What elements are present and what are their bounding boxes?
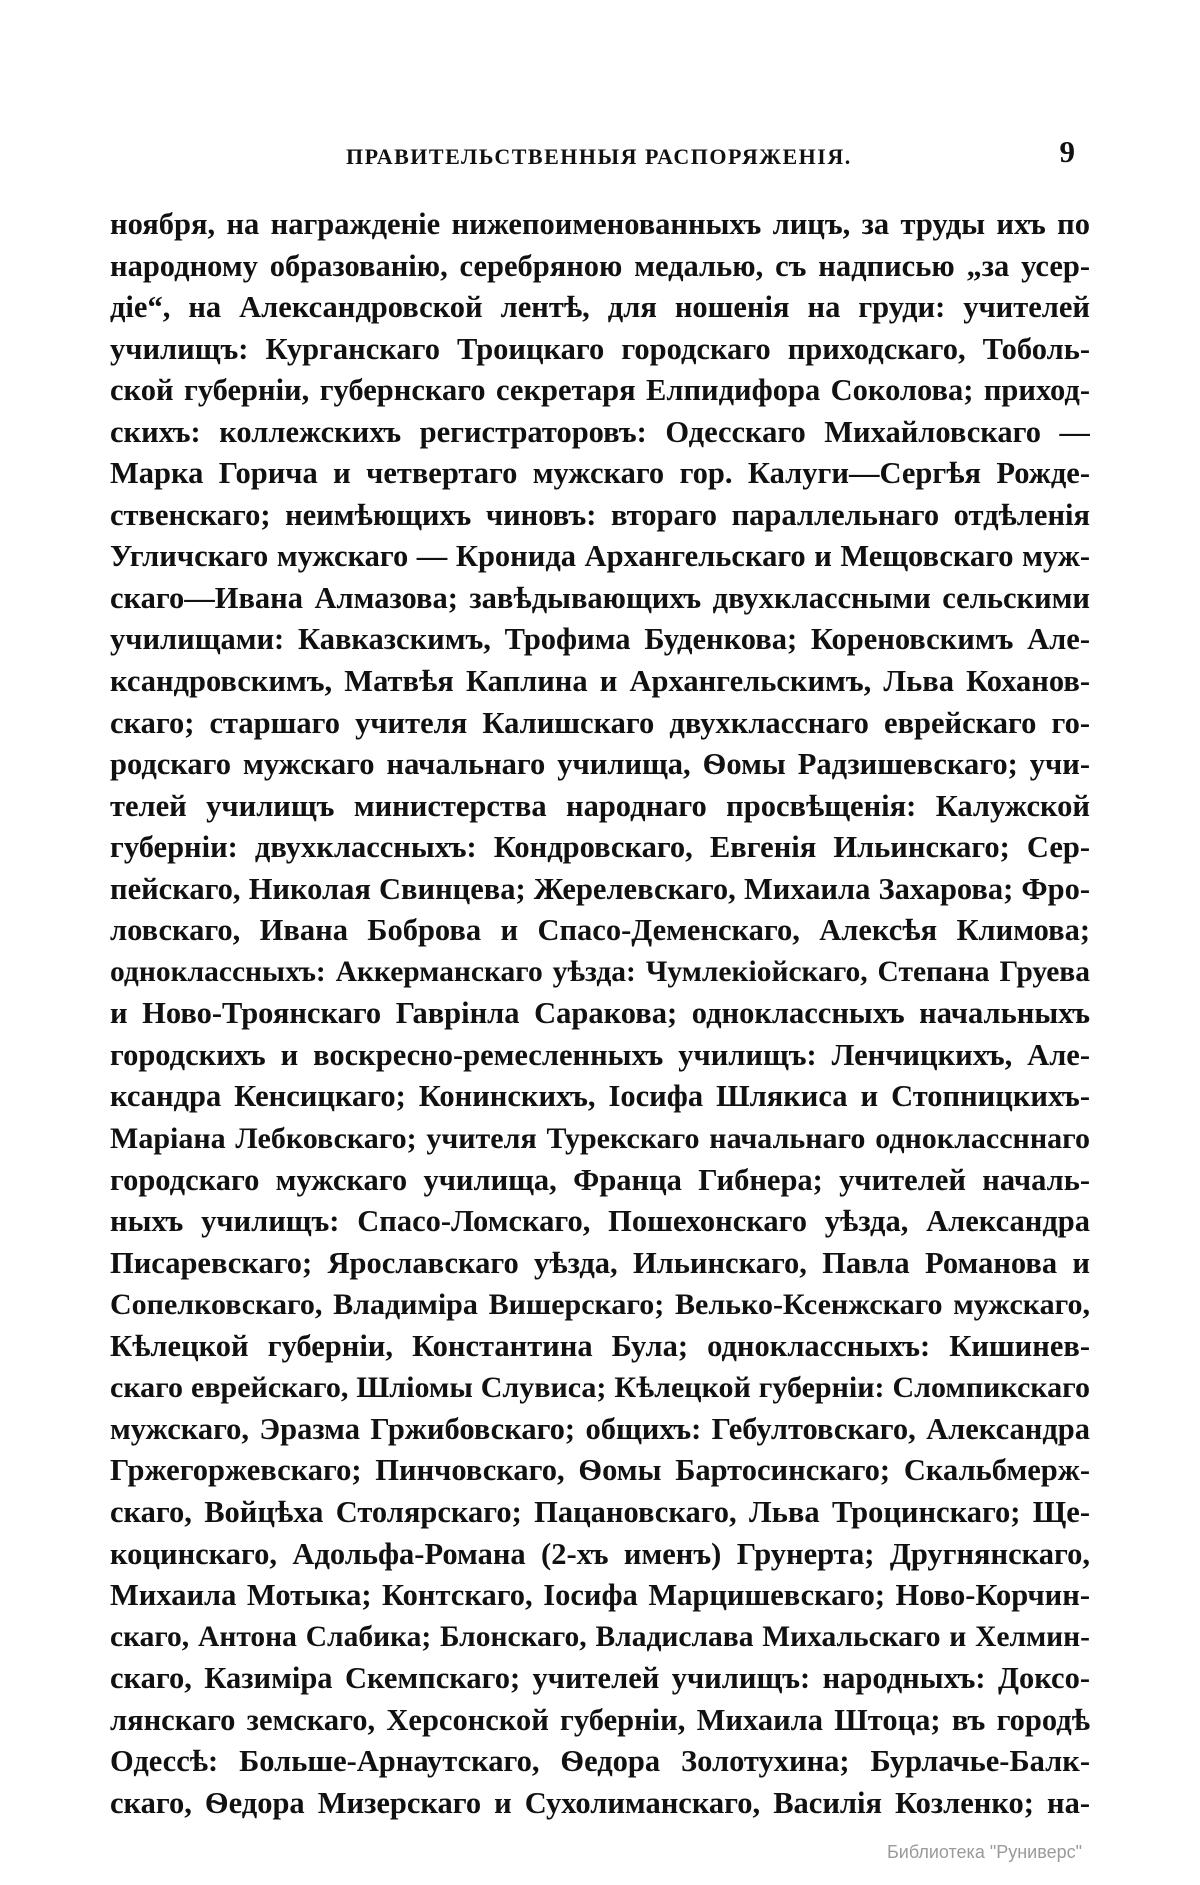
page-number: 9	[1059, 134, 1075, 169]
text-line: лянскаго земскаго, Херсонской губерніи, Михаила Штоца; въ городѣ	[110, 1702, 1090, 1737]
text-line: скаго еврейскаго, Шліомы Слувиса; Кѣлецкой губерніи: Сломпикскаго	[110, 1371, 1090, 1405]
text-line: скихъ: коллежскихъ регистраторовъ: Одесскаго Михайловскаго —	[110, 414, 1090, 449]
text-line: ксандра Кенсицкаго; Конинскихъ, Іосифа Шлякиса и Стопницкихъ-	[110, 1079, 1090, 1114]
text-line: и Ново-Троянскаго Гаврінла Саракова; одноклассныхъ начальныхъ	[110, 996, 1090, 1031]
text-line: діе“, на Александровской лентѣ, для ношенія на груди: учителей	[110, 290, 1090, 325]
text-line: скаго, Войцѣха Столярскаго; Пацановскаго, Льва Троцинскаго; Ще-	[110, 1494, 1090, 1529]
text-line: телей училищъ министерства народнаго просвѣщенія: Калужской	[110, 788, 1090, 823]
text-line: родскаго мужскаго начальнаго училища, Ѳомы Радзишевскаго; учи-	[110, 747, 1090, 782]
text-line: ноября, на награжденіе нижепоименованныхъ лицъ, за труды ихъ по	[110, 207, 1090, 241]
text-line: Одессѣ: Больше-Арнаутскаго, Ѳедора Золотухина; Бурлачье-Балк-	[110, 1744, 1090, 1779]
text-line: Марка Горича и четвертаго мужскаго гор. Калуги—Сергѣя Рожде-	[110, 456, 1090, 491]
text-line: ловскаго, Ивана Боброва и Спасо-Деменскаго, Алексѣя Климова;	[110, 913, 1090, 948]
text-line: ской губерніи, губернскаго секретаря Елпидифора Соколова; приход-	[110, 373, 1090, 408]
text-line: народному образованію, серебряною медалью, съ надписью „за усер-	[110, 248, 1090, 283]
text-line: скаго; старшаго учителя Калишскаго двухкласснаго еврейскаго го-	[110, 705, 1090, 740]
text-line: скаго—Ивана Алмазова; завѣдывающихъ двухклассными сельскими	[110, 580, 1090, 615]
text-line: скаго, Казиміра Скемпскаго; учителей училищъ: народныхъ: Доксо-	[110, 1661, 1090, 1696]
text-line: ственскаго; неимѣющихъ чиновъ: втораго параллельнаго отдѣленія	[110, 497, 1090, 532]
text-line: Кѣлецкой губерніи, Константина Була; одноклассныхъ: Кишинев-	[110, 1328, 1090, 1363]
text-line: пейскаго, Николая Свинцева; Жерелевскаго, Михаила Захарова; Фро-	[110, 871, 1090, 906]
text-line: Угличскаго мужскаго — Кронида Архангельскаго и Мещовскаго муж-	[110, 539, 1090, 574]
body-text	[110, 204, 1090, 1824]
text-line: Писаревскаго; Ярославскаго уѣзда, Ильинскаго, Павла Романова и	[110, 1245, 1090, 1280]
text-line: училищами: Кавказскимъ, Трофима Буденкова; Кореновскимъ Але-	[110, 622, 1090, 657]
text-line: скаго, Ѳедора Мизерскаго и Сухолиманскаго, Василія Козленко; на-	[110, 1785, 1090, 1820]
text-line: скаго, Антона Слабика; Блонскаго, Владислава Михальскаго и Хелмин-	[110, 1620, 1090, 1653]
text-line: одноклассныхъ: Аккерманскаго уѣзда: Чумлекіойскаго, Степана Груева	[110, 955, 1090, 988]
text-line: Михаила Мотыка; Контскаго, Іосифа Марцишевскаго; Ново-Корчин-	[110, 1578, 1090, 1613]
text-line: городскаго мужскаго училища, Франца Гибнера; учителей началь-	[110, 1162, 1090, 1197]
text-line: Сопелковскаго, Владиміра Вишерскаго; Велько-Ксенжскаго мужскаго,	[110, 1288, 1090, 1322]
text-line: ныхъ училищъ: Спасо-Ломскаго, Пошехонскаго уѣзда, Александра	[110, 1204, 1090, 1239]
text-line: городскихъ и воскресно-ремесленныхъ училищъ: Ленчицкихъ, Але-	[110, 1037, 1090, 1072]
library-watermark: Библиотека "Руниверс"	[886, 1842, 1082, 1862]
text-line: ксандровскимъ, Матвѣя Каплина и Архангельскимъ, Льва Коханов-	[110, 664, 1090, 699]
text-line: губерніи: двухклассныхъ: Кондровскаго, Евгенія Ильинскаго; Сер-	[110, 830, 1090, 865]
text-line: училищъ: Курганскаго Троицкаго городскаго приходскаго, Тоболь-	[110, 331, 1090, 366]
text-line: коцинскаго, Адольфа-Романа (2-хъ именъ) Грунерта; Другнянскаго,	[110, 1536, 1090, 1571]
text-line: Маріана Лебковскаго; учителя Турекскаго начальнаго одноклассннаго	[110, 1122, 1090, 1156]
text-line: Гржегоржевскаго; Пинчовскаго, Ѳомы Бартосинскаго; Скальбмерж-	[110, 1453, 1090, 1488]
text-line: мужскаго, Эразма Гржибовскаго; общихъ: Гебултовскаго, Александра	[110, 1411, 1090, 1446]
running-title: ПРАВИТЕЛЬСТВЕННЫЯ РАСПОРЯЖЕНІЯ.	[346, 144, 852, 169]
running-header	[110, 134, 1090, 174]
